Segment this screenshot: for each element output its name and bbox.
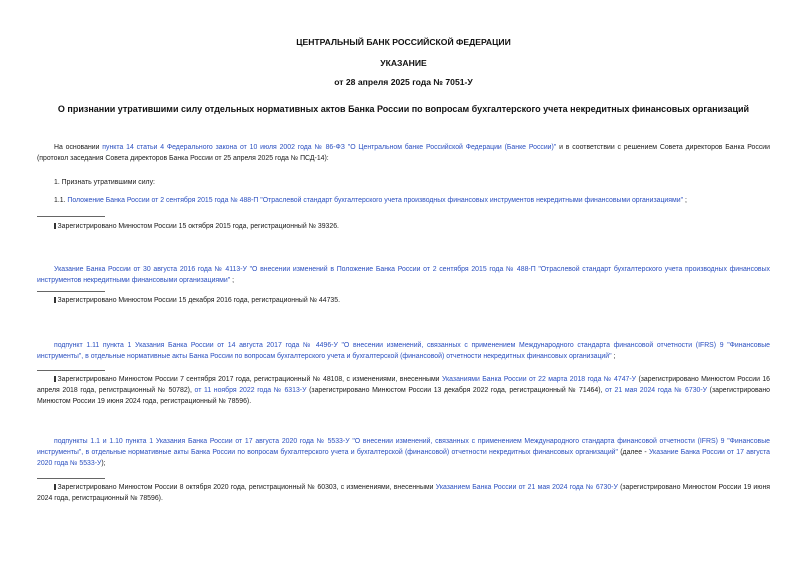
footnote-separator — [37, 216, 105, 217]
regulation-488p-link[interactable]: Положение Банка России от 2 сентября 2015 года № 488-П "Отраслевой стандарт бухгалтерского учета производных финансовых инструментов некредитными финансовыми организациями" — [67, 197, 684, 204]
footnote-1 — [37, 221, 770, 232]
directive-5533u-short-link[interactable]: Указание Банка России от 17 августа 2020 года № 5533-У — [37, 449, 770, 468]
directive-5533u-link[interactable]: подпункты 1.1 и 1.10 пункта 1 Указания Банка России от 17 августа 2020 года № 5533-У "О внесении изменений, связанных с применением Международного стандарта финансовой отчетности (IFRS) 9 "Финансовые инструменты", в отдельные нормативные акты Банка России по вопросам бухгалтерского учета и бухгалтерской (финансовой) отчетности некредитных финансовых организаций" — [37, 438, 770, 457]
footnote-4 — [37, 482, 770, 504]
footnote-2-text: Зарегистрировано Минюстом России 15 декабря 2016 года, регистрационный № 44735. — [57, 297, 341, 304]
document-type-heading: УКАЗАНИЕ — [380, 58, 427, 68]
footnote-marker — [54, 297, 56, 303]
directive-4496u-link[interactable]: подпункт 1.11 пункта 1 Указания Банка России от 14 августа 2017 года № 4496-У "О внесении изменений, связанных с применением Международного стандарта финансовой отчетности (IFRS) 9 "Финансовые инструменты", в отдельные нормативные акты Банка России по вопросам бухгалтерского учета и бухгалтерской (финансовой) отчетности некредитных финансовых организаций" — [37, 342, 770, 361]
footnote-marker — [54, 484, 56, 490]
item-1-4 — [37, 436, 770, 470]
item-1-3 — [37, 340, 770, 362]
item-1-4-mid: (далее - — [617, 449, 649, 457]
footnote-4-prefix: Зарегистрировано Минюстом России 8 октября 2020 года, регистрационный № 60303, с изменениями, внесенными — [57, 484, 436, 491]
footnote-4-suffix: (зарегистрировано Минюстом России 19 июня 2024 года, регистрационный № 78596). — [37, 484, 770, 503]
item-1-1-prefix: 1.1. — [54, 197, 68, 204]
directive-4113u-link[interactable]: Указание Банка России от 30 августа 2016 года № 4113-У "О внесении изменений в Положение Банка России от 2 сентября 2015 года № 488-П "Отраслевой стандарт бухгалтерского учета производных финансовых инструментов некредитными финансовыми организациями" — [37, 266, 770, 285]
intro-paragraph — [37, 142, 770, 164]
item-1-2 — [37, 264, 770, 286]
footnote-3-suffix: (зарегистрировано Минюстом России 19 июня 2024 года, регистрационный № 78596). — [37, 387, 770, 406]
footnote-separator — [37, 478, 105, 479]
issuer-heading: ЦЕНТРАЛЬНЫЙ БАНК РОССИЙСКОЙ ФЕДЕРАЦИИ — [296, 37, 511, 47]
footnote-separator — [37, 291, 105, 292]
federal-law-link[interactable]: пункта 14 статьи 4 Федерального закона от 10 июля 2002 года № 86-ФЗ "О Центральном банке Российской Федерации (Банке России)" — [102, 144, 557, 151]
directive-6730u-link[interactable]: Указанием Банка России от 21 мая 2024 года № 6730-У — [435, 484, 618, 491]
document-title: О признании утратившими силу отдельных нормативных актов Банка России по вопросам бухгалтерского учета некредитных финансовых организаций — [57, 104, 750, 114]
item-1-1 — [37, 195, 770, 206]
footnote-3-mid1: (зарегистрировано Минюстом России 16 апреля 2018 года, регистрационный № 50782), — [37, 376, 770, 395]
footnote-separator — [37, 370, 105, 371]
footnote-marker — [54, 376, 56, 382]
item-1: 1. Признать утратившими силу: — [54, 179, 155, 186]
footnote-2 — [37, 295, 770, 306]
intro-suffix: и в соответствии с решением Совета директоров Банка России (протокол заседания Совета директоров Банка России от 25 апреля 2025 года № ПСД-14): — [37, 144, 770, 163]
directive-4747u-link[interactable]: Указаниями Банка России от 22 марта 2018 года № 4747-У — [441, 376, 637, 383]
footnote-3-prefix: Зарегистрировано Минюстом России 7 сентября 2017 года, регистрационный № 48108, с изменениями, внесенными — [57, 376, 442, 383]
footnote-3 — [37, 374, 770, 408]
item-1-1-suffix: ; — [683, 197, 687, 204]
item-1-2-suffix: ; — [230, 277, 235, 285]
directive-6730u-link[interactable]: от 21 мая 2024 года № 6730-У — [605, 387, 708, 395]
item-1-3-suffix: ; — [611, 353, 616, 361]
item-1-4-suffix: ); — [101, 460, 106, 468]
intro-prefix: На основании — [54, 144, 103, 151]
footnote-3-mid2: (зарегистрировано Минюстом России 13 декабря 2022 года, регистрационный № 71464), — [306, 387, 606, 395]
footnote-1-text: Зарегистрировано Минюстом России 15 октября 2015 года, регистрационный № 39326. — [57, 223, 339, 230]
document-date-number: от 28 апреля 2025 года № 7051-У — [334, 77, 473, 87]
directive-6313u-link[interactable]: от 11 ноября 2022 года № 6313-У — [194, 387, 307, 395]
footnote-marker — [54, 223, 56, 229]
